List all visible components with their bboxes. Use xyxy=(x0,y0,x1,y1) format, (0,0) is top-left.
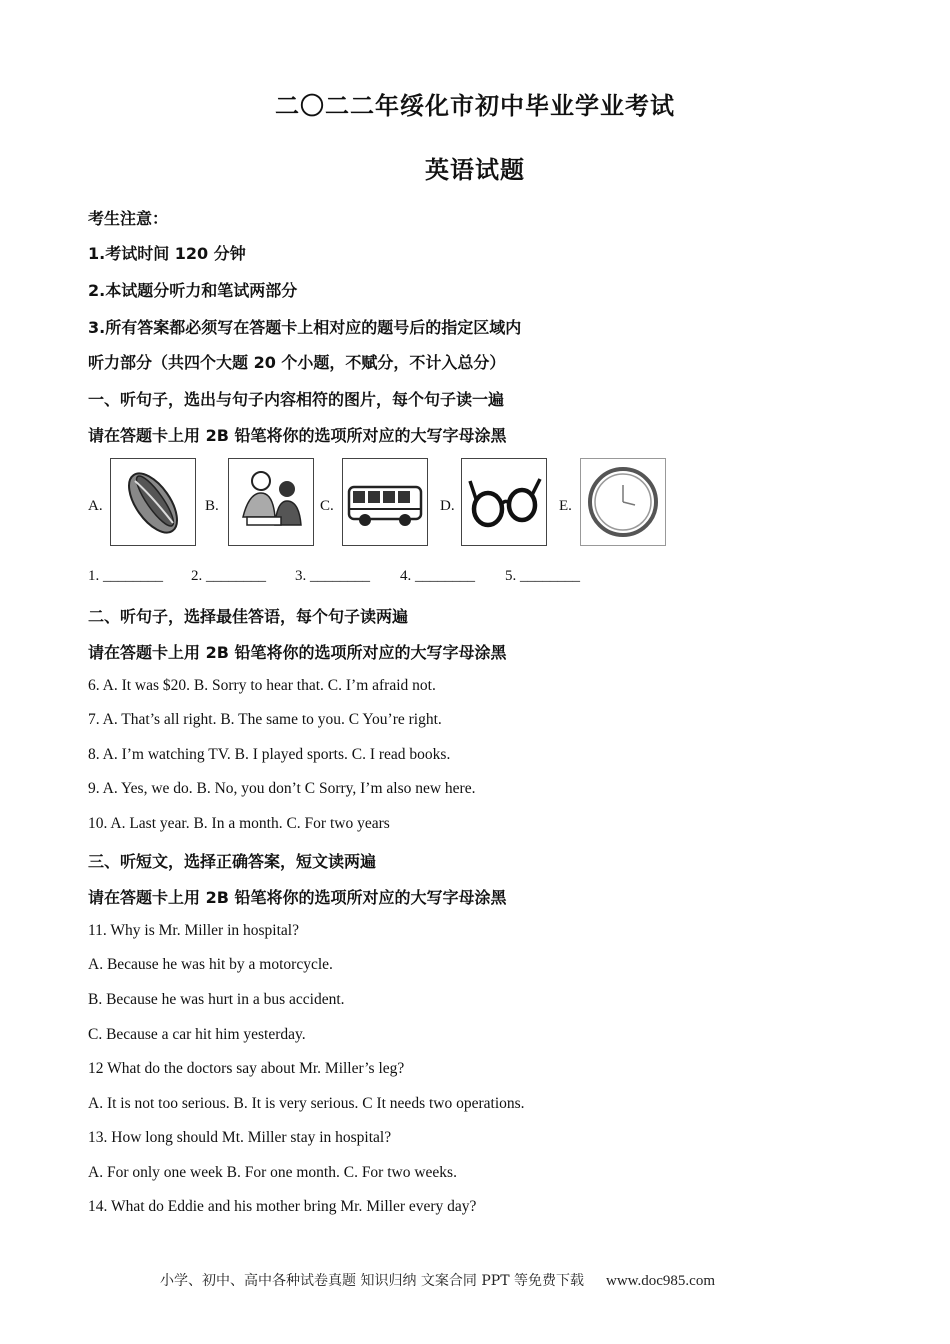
question-12: 12 What do the doctors say about Mr. Miller’s leg? xyxy=(88,1060,405,1077)
hotdog-icon xyxy=(110,458,196,546)
question-8: 8. A. I’m watching TV. B. I played sports. C. I read books. xyxy=(88,746,451,763)
question-11-option-a: A. Because he was hit by a motorcycle. xyxy=(88,956,333,973)
part1-instruction: 请在答题卡上用 2B 铅笔将你的选项所对应的大写字母涂黑 xyxy=(88,426,507,445)
listening-intro: 听力部分（共四个大题 20 个小题，不赋分，不计入总分） xyxy=(88,353,506,372)
picture-label-e: E. xyxy=(559,498,572,514)
question-9: 9. A. Yes, we do. B. No, you don’t C Sorry, I’m also new here. xyxy=(88,780,476,797)
picture-label-a: A. xyxy=(88,498,103,514)
people-icon xyxy=(228,458,314,546)
question-11-option-b: B. Because he was hurt in a bus accident. xyxy=(88,991,345,1008)
picture-label-c: C. xyxy=(320,498,334,514)
notice-item-3: 3.所有答案都必须写在答题卡上相对应的题号后的指定区域内 xyxy=(88,318,522,337)
answer-blank-1[interactable]: 1. ________ xyxy=(88,568,163,584)
question-6: 6. A. It was $20. B. Sorry to hear that. C. I’m afraid not. xyxy=(88,677,436,694)
picture-label-d: D. xyxy=(440,498,455,514)
part3-instruction: 请在答题卡上用 2B 铅笔将你的选项所对应的大写字母涂黑 xyxy=(88,888,507,907)
part1-heading: 一、听句子，选出与句子内容相符的图片，每个句子读一遍 xyxy=(88,390,505,409)
part2-instruction: 请在答题卡上用 2B 铅笔将你的选项所对应的大写字母涂黑 xyxy=(88,643,507,662)
picture-options xyxy=(88,456,688,552)
clock-icon xyxy=(580,458,666,546)
question-11-option-c: C. Because a car hit him yesterday. xyxy=(88,1026,306,1043)
glasses-icon xyxy=(461,458,547,546)
picture-label-b: B. xyxy=(205,498,219,514)
part2-heading: 二、听句子，选择最佳答语，每个句子读两遍 xyxy=(88,607,409,626)
exam-subtitle: 英语试题 xyxy=(425,156,525,184)
answer-blank-2[interactable]: 2. ________ xyxy=(191,568,266,584)
footer-url[interactable]: www.doc985.com xyxy=(605,1273,715,1289)
question-10: 10. A. Last year. B. In a month. C. For two years xyxy=(88,815,390,832)
answer-blank-5[interactable]: 5. ________ xyxy=(505,568,580,584)
question-12-options: A. It is not too serious. B. It is very serious. C It needs two operations. xyxy=(88,1095,525,1112)
question-13-options: A. For only one week B. For one month. C. For two weeks. xyxy=(88,1164,457,1181)
footer-text: 小学、初中、高中各种试卷真题 知识归纳 文案合同 PPT 等免费下载 xyxy=(160,1273,584,1289)
answer-blank-4[interactable]: 4. ________ xyxy=(400,568,475,584)
exam-title: 二〇二二年绥化市初中毕业学业考试 xyxy=(275,92,675,120)
question-14: 14. What do Eddie and his mother bring Mr. Miller every day? xyxy=(88,1198,477,1215)
notice-item-1: 1.考试时间 120 分钟 xyxy=(88,244,246,263)
question-11: 11. Why is Mr. Miller in hospital? xyxy=(88,922,299,939)
page-footer xyxy=(160,1270,715,1290)
answer-blank-3[interactable]: 3. ________ xyxy=(295,568,370,584)
question-7: 7. A. That’s all right. B. The same to you. C You’re right. xyxy=(88,711,442,728)
notice-item-2: 2.本试题分听力和笔试两部分 xyxy=(88,281,298,300)
question-13: 13. How long should Mt. Miller stay in hospital? xyxy=(88,1129,392,1146)
bus-icon xyxy=(342,458,428,546)
notice-heading: 考生注意： xyxy=(88,209,169,228)
part3-heading: 三、听短文，选择正确答案，短文读两遍 xyxy=(88,852,377,871)
